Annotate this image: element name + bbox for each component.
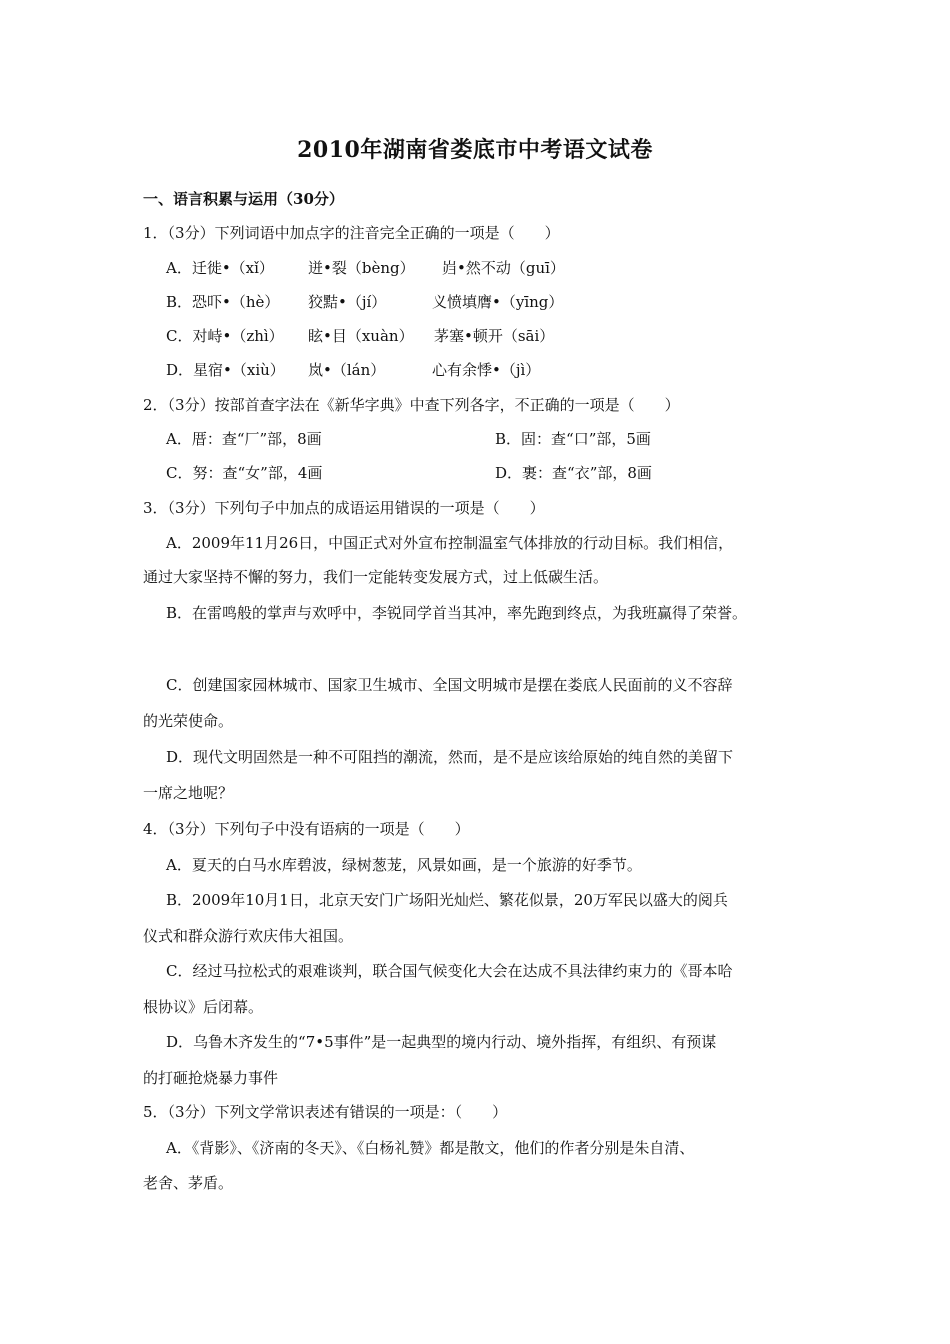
- question-3-option-b-line-1: B．在雷鸣般的掌声与欢呼中，李锐同学首当其冲，率先跑到终点，为我班赢得了荣誉。: [166, 604, 748, 622]
- question-4-option-b-line-1: B．2009年10月1日，北京天安门广场阳光灿烂、繁花似景，20万军民以盛大的阅兵: [166, 891, 728, 909]
- question-2-option-b: B．固：查“口”部，5画: [495, 430, 651, 448]
- question-2-stem: 2．（3分）按部首查字法在《新华字典》中查下列各字，不正确的一项是（ ）: [143, 396, 680, 414]
- option-b-word-3: 义愤填膺•（yīng）: [432, 293, 564, 311]
- question-3-option-c-line-1: C．创建国家园林城市、国家卫生城市、全国文明城市是摆在娄底人民面前的义不容辞: [166, 676, 733, 694]
- option-c-word-1: C．对峙•（zhì）: [166, 327, 284, 345]
- question-5-option-a-line-2: 老舍、茅盾。: [143, 1174, 234, 1192]
- page-title: 2010年湖南省娄底市中考语文试卷: [297, 137, 653, 163]
- question-4-option-c-line-2: 根协议》后闭幕。: [143, 998, 264, 1016]
- question-2-option-c: C．努：查“女”部，4画: [166, 464, 323, 482]
- question-3-option-a-line-2: 通过大家坚持不懈的努力，我们一定能转变发展方式，过上低碳生活。: [143, 568, 609, 586]
- question-5-option-a-line-1: A．《背影》、《济南的冬天》、《白杨礼赞》都是散文，他们的作者分别是朱自清、: [166, 1139, 695, 1157]
- option-a-word-3: 岿•然不动（guī）: [442, 259, 565, 277]
- question-3-option-a-line-1: A．2009年11月26日，中国正式对外宣布控制温室气体排放的行动目标。我们相信，: [166, 534, 734, 552]
- option-a-word-1: A．迁徙•（xǐ）: [166, 259, 274, 277]
- option-d-word-2: 岚•（lán）: [308, 361, 386, 379]
- section-heading: 一、语言积累与运用（30分）: [143, 190, 344, 208]
- option-d-word-3: 心有余悸•（jì）: [432, 361, 541, 379]
- question-1-stem: 1．（3分）下列词语中加点字的注音完全正确的一项是（ ）: [143, 224, 560, 242]
- question-3-stem: 3．（3分）下列句子中加点的成语运用错误的一项是（ ）: [143, 499, 545, 517]
- question-4-stem: 4．（3分）下列句子中没有语病的一项是（ ）: [143, 820, 470, 838]
- question-4-option-d-line-1: D．乌鲁木齐发生的“7•5事件”是一起典型的境内行动、境外指挥，有组织、有预谋: [166, 1033, 717, 1051]
- question-3-option-d-line-2: 一席之地呢？: [143, 784, 234, 802]
- question-5-stem: 5．（3分）下列文学常识表述有错误的一项是：（ ）: [143, 1103, 508, 1121]
- question-4-option-c-line-1: C．经过马拉松式的艰难谈判，联合国气候变化大会在达成不具法律约束力的《哥本哈: [166, 962, 733, 980]
- option-b-word-1: B．恐吓•（hè）: [166, 293, 280, 311]
- question-3-option-d-line-1: D．现代文明固然是一种不可阻挡的潮流，然而，是不是应该给原始的纯自然的美留下: [166, 748, 734, 766]
- question-4-option-d-line-2: 的打砸抢烧暴力事件: [143, 1069, 279, 1087]
- question-4-option-a-line-1: A．夏天的白马水库碧波，绿树葱茏，风景如画，是一个旅游的好季节。: [166, 856, 642, 874]
- option-b-word-2: 狡黠•（jí）: [308, 293, 387, 311]
- option-d-word-1: D．星宿•（xiù）: [166, 361, 285, 379]
- question-2-option-a: A．厝：查“厂”部，8画: [166, 430, 322, 448]
- question-4-option-b-line-2: 仪式和群众游行欢庆伟大祖国。: [143, 927, 354, 945]
- option-c-word-2: 眩•目（xuàn）: [308, 327, 414, 345]
- option-c-word-3: 茅塞•顿开（sāi）: [434, 327, 555, 345]
- question-3-option-c-line-2: 的光荣使命。: [143, 712, 234, 730]
- option-a-word-2: 迸•裂（bèng）: [308, 259, 415, 277]
- question-2-option-d: D．裹：查“衣”部，8画: [495, 464, 652, 482]
